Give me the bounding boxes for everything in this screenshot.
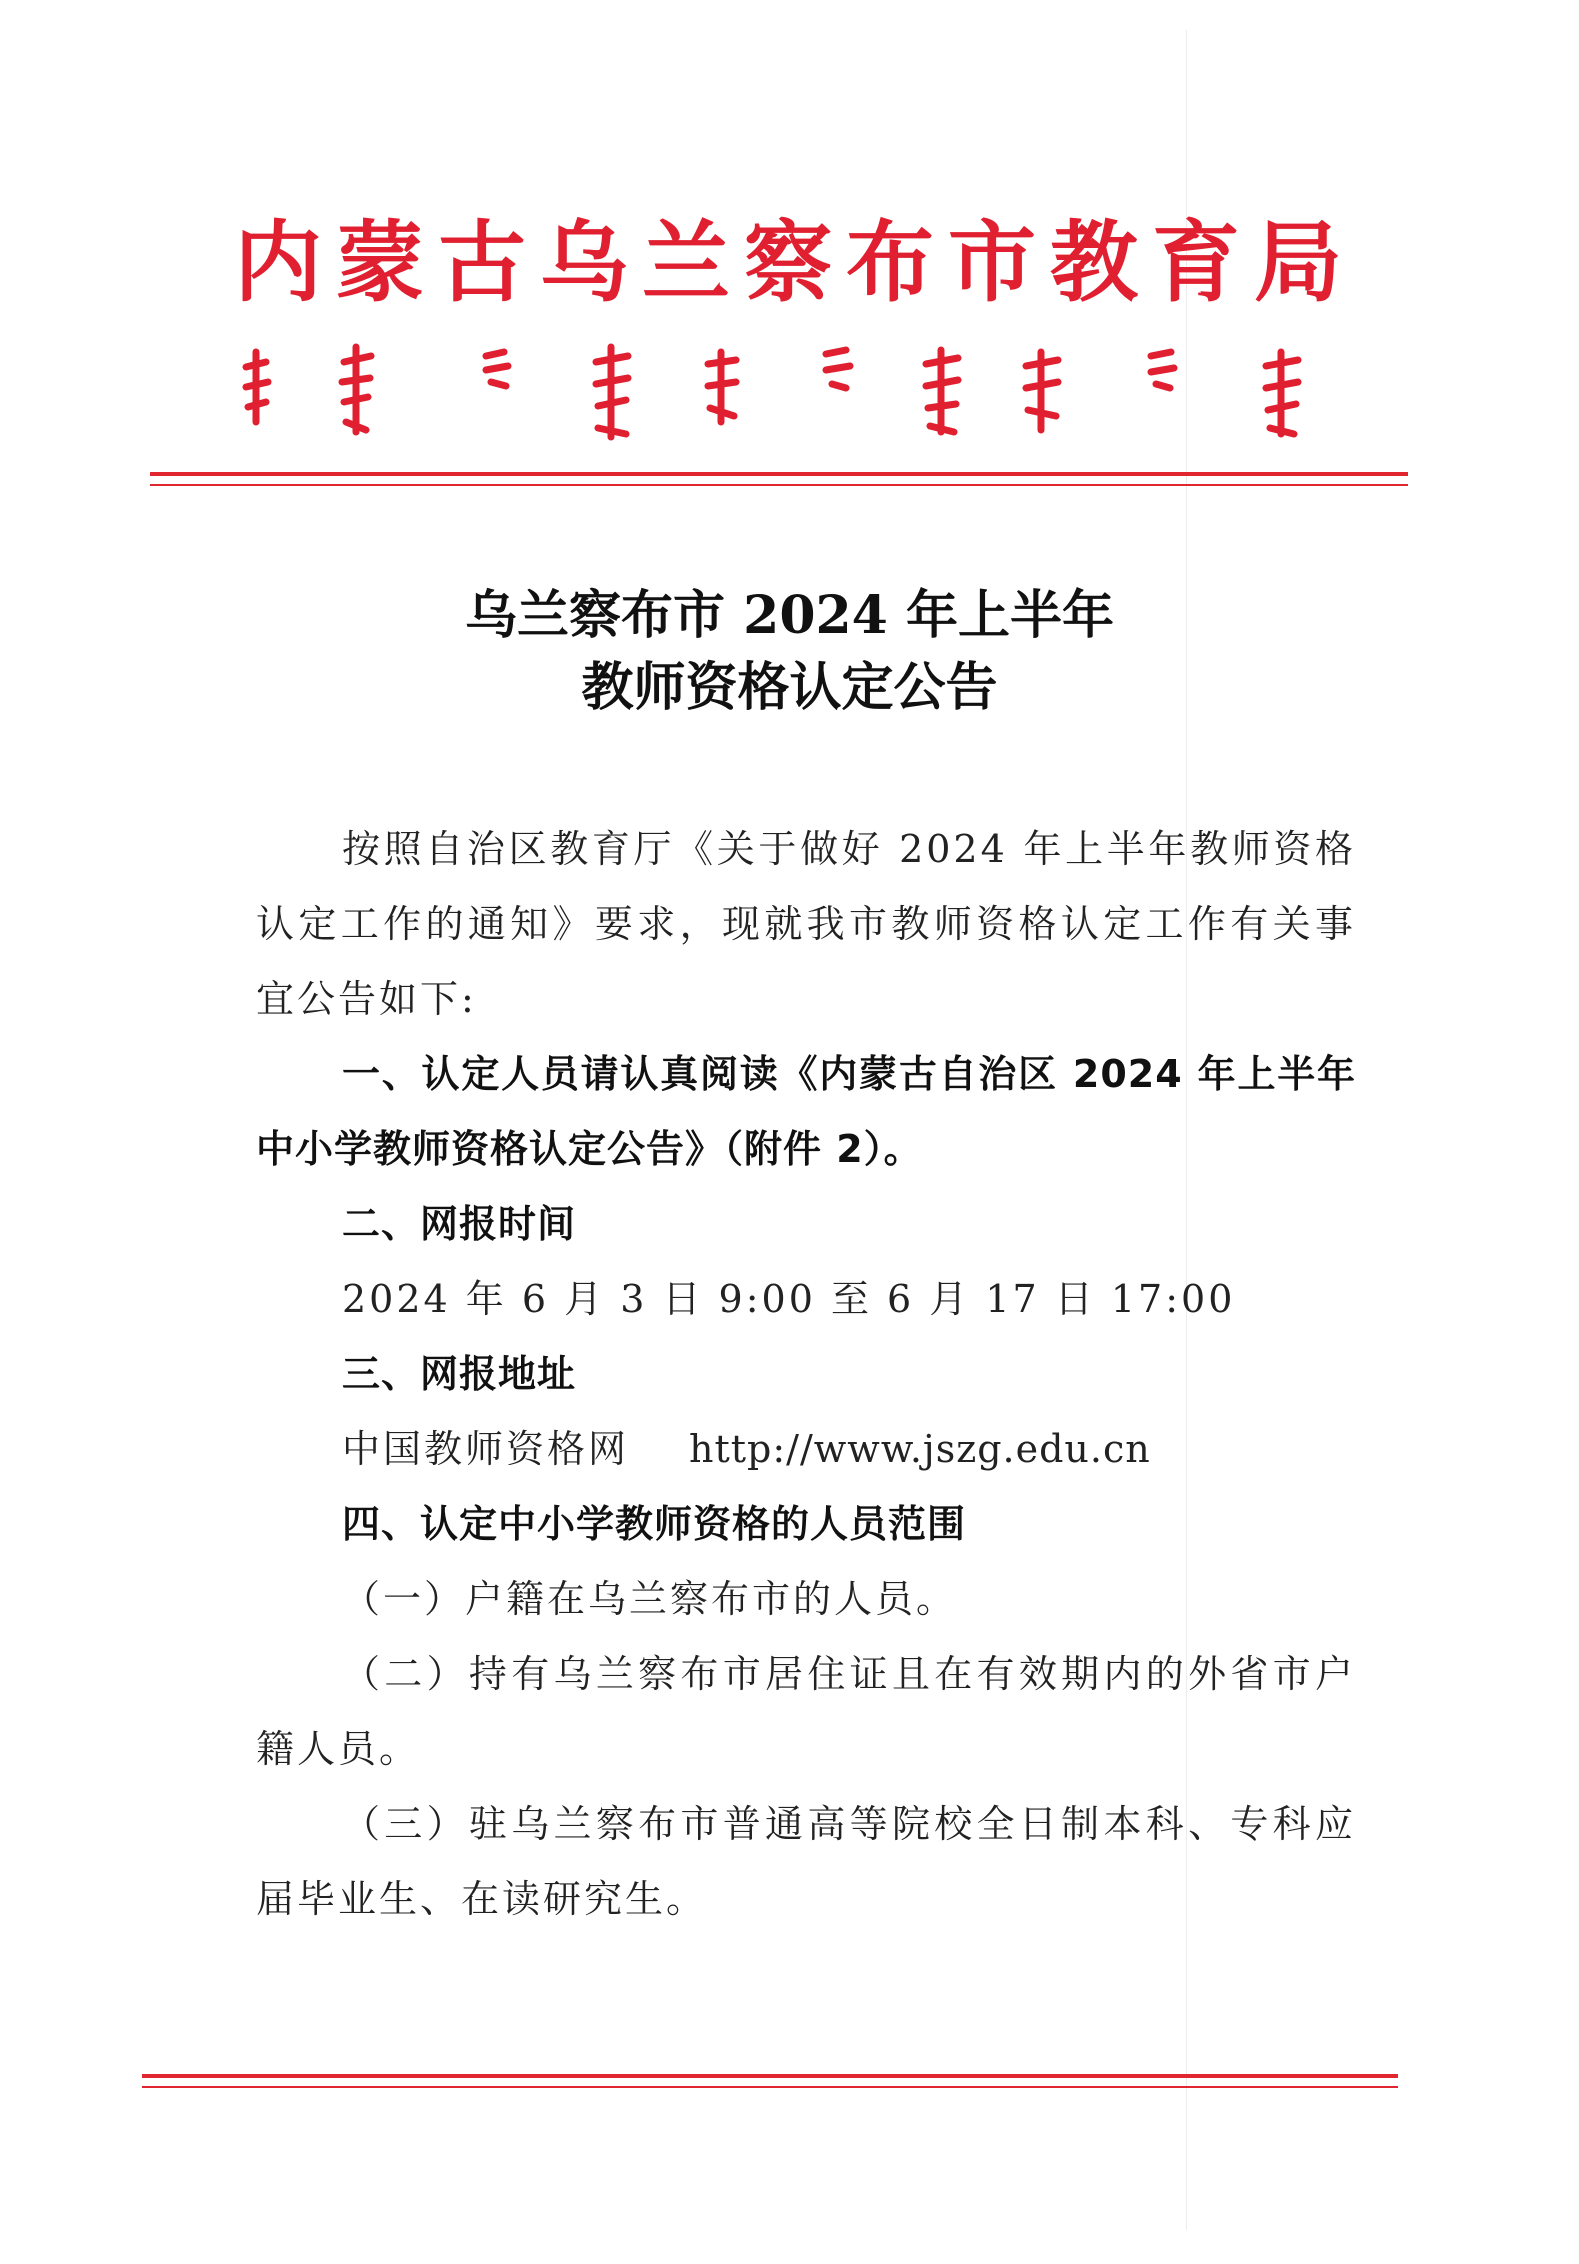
footer-rule-bottom: [142, 2086, 1398, 2088]
document-body: [256, 812, 1356, 1937]
section-2-text: 2024 年 6 月 3 日 9:00 至 6 月 17 日 17:00: [342, 1277, 1236, 1321]
section-4-heading: 四、认定中小学教师资格的人员范围: [342, 1502, 967, 1546]
title-line-2: 教师资格认定公告: [581, 657, 998, 718]
list-item: （二）持有乌兰察布市居住证且在有效期内的外省市户籍人员。: [256, 1652, 1356, 1771]
section-3-heading: 三、网报地址: [342, 1352, 577, 1396]
org-name: 内蒙古乌兰察布市教育局: [234, 211, 1357, 314]
title-line-1: 乌兰察布市 2024 年上半年: [465, 585, 1114, 646]
letterhead-rule-bottom: [150, 484, 1408, 486]
mongolian-script-logo: [236, 342, 1336, 442]
letterhead-rule-top: [150, 472, 1408, 476]
section-2-heading: 二、网报时间: [342, 1202, 577, 1246]
list-item: （一）户籍在乌兰察布市的人员。: [342, 1577, 958, 1621]
section-1: 一、认定人员请认真阅读《内蒙古自治区 2024 年上半年中小学教师资格认定公告》（附件 2）。: [256, 1052, 1356, 1171]
list-item: （三）驻乌兰察布市普通高等院校全日制本科、专科应届毕业生、在读研究生。: [256, 1802, 1356, 1921]
section-3-text: [256, 1412, 1356, 1487]
site-name: 中国教师资格网: [342, 1427, 630, 1471]
site-url: http://www.jszg.edu.cn: [689, 1427, 1151, 1471]
footer-rule-top: [142, 2074, 1398, 2078]
document-title: [0, 580, 1579, 724]
intro-paragraph: 按照自治区教育厅《关于做好 2024 年上半年教师资格认定工作的通知》要求，现就我市教师资格认定工作有关事宜公告如下:: [256, 827, 1356, 1021]
